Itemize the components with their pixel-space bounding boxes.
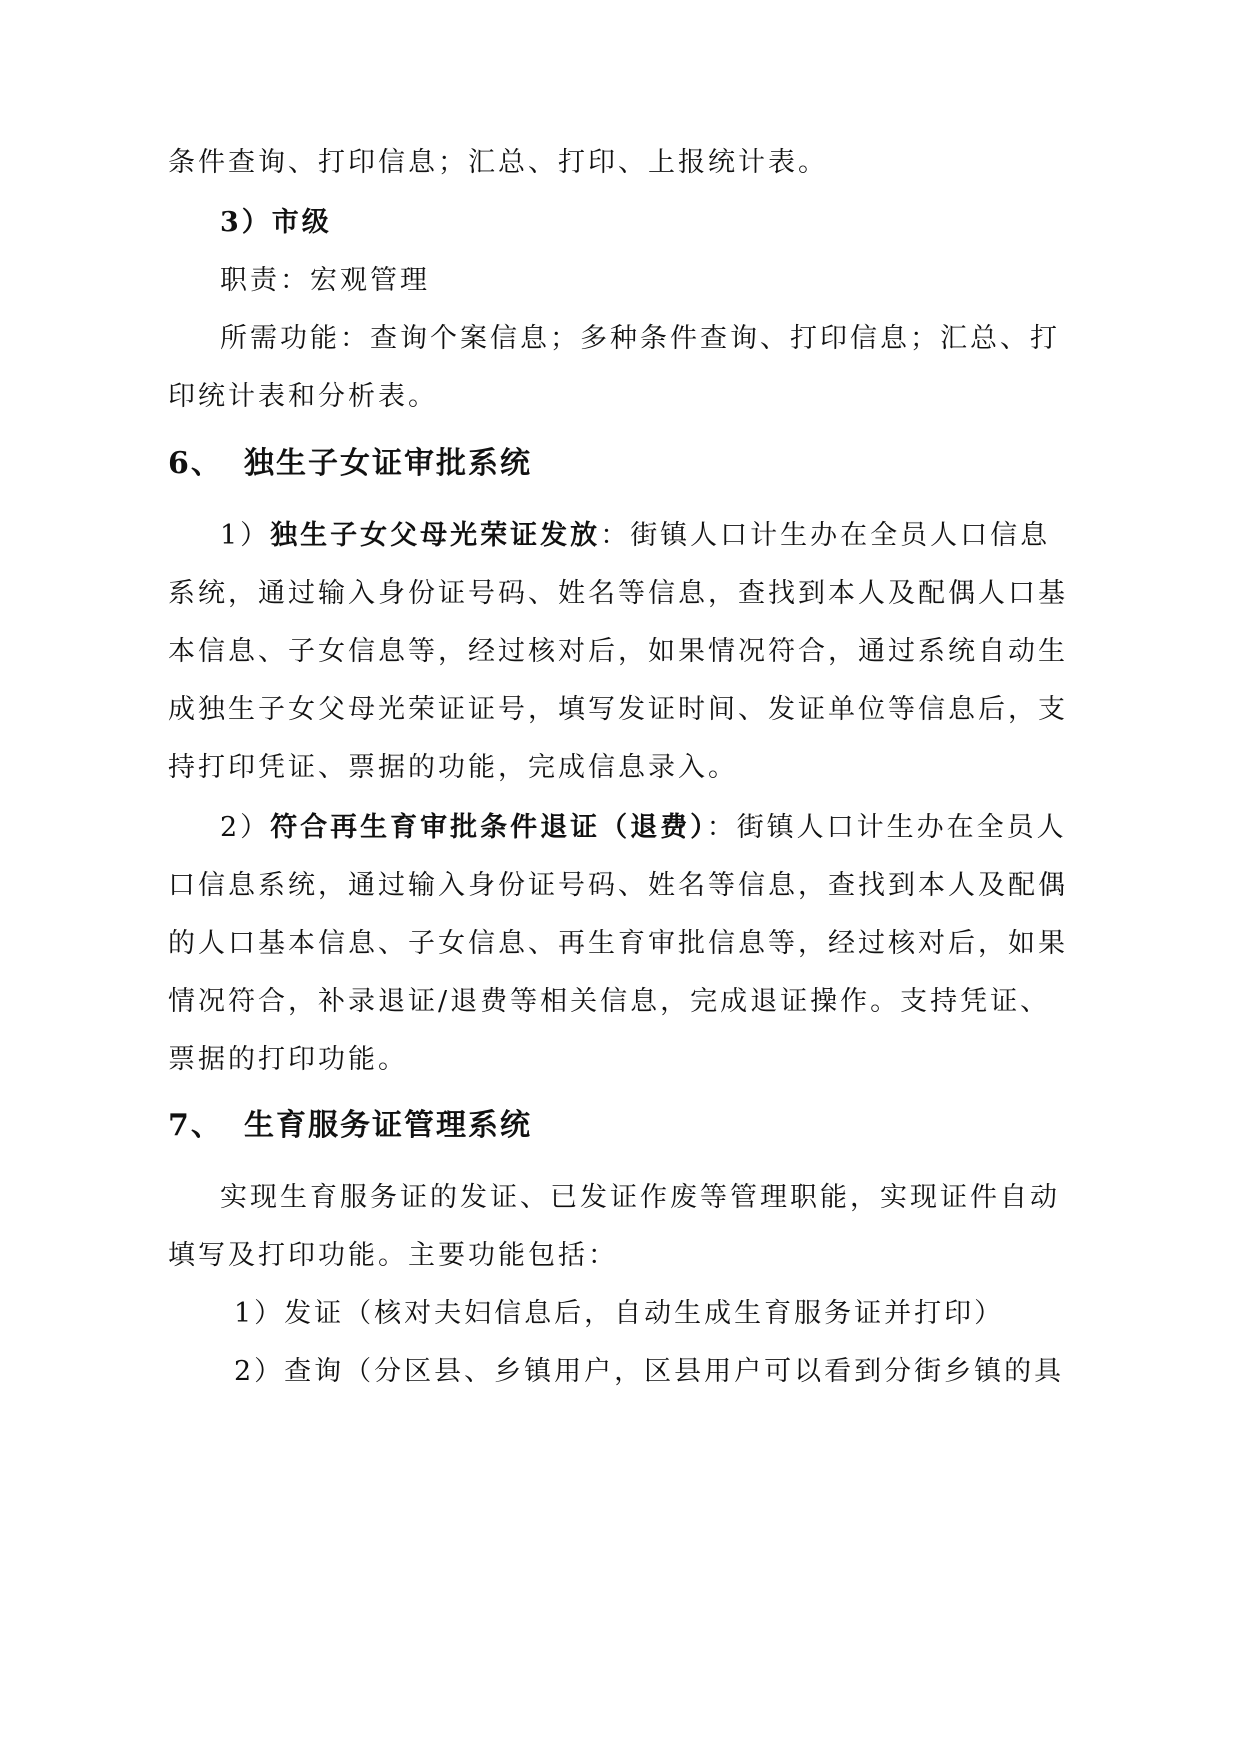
list-item: 1）发证（核对夫妇信息后，自动生成生育服务证并打印） — [234, 1298, 1005, 1329]
functions-line: 所需功能：查询个案信息；多种条件查询、打印信息；汇总、打 — [220, 323, 1060, 354]
item-separator: ： — [600, 520, 631, 551]
paragraph-line: 成独生子女父母光荣证证号，填写发证时间、发证单位等信息后，支 — [168, 694, 1068, 725]
functions-line: 印统计表和分析表。 — [168, 381, 438, 412]
section-title: 独生子女证审批系统 — [244, 446, 532, 481]
item-text: 街镇人口计生办在全员人 — [736, 812, 1067, 843]
item-prefix: 2） — [220, 812, 271, 843]
paragraph-line: 的人口基本信息、子女信息、再生育审批信息等，经过核对后，如果 — [168, 928, 1068, 959]
paragraph-line: 情况符合，补录退证/退费等相关信息，完成退证操作。支持凭证、 — [168, 986, 1051, 1017]
paragraph-line: 口信息系统，通过输入身份证号码、姓名等信息，查找到本人及配偶 — [168, 870, 1068, 901]
section-heading-6 — [168, 446, 532, 482]
paragraph-line: 持打印凭证、票据的功能，完成信息录入。 — [168, 752, 738, 783]
paragraph-line: 系统，通过输入身份证号码、姓名等信息，查找到本人及配偶人口基 — [168, 578, 1068, 609]
item-label: 独生子女父母光荣证发放 — [270, 520, 601, 551]
item-1-first-line — [220, 518, 1050, 554]
item-label: 符合再生育审批条件退证（退费） — [270, 812, 707, 843]
list-item: 2）查询（分区县、乡镇用户，区县用户可以看到分街乡镇的具 — [234, 1356, 1065, 1387]
item-separator: ： — [706, 812, 737, 843]
item-2-first-line — [220, 810, 1067, 846]
duty-line: 职责：宏观管理 — [220, 265, 430, 296]
section-number: 6、 — [168, 446, 223, 481]
section-heading-7 — [168, 1108, 532, 1144]
section-number: 7、 — [168, 1108, 223, 1143]
item-prefix: 1） — [220, 520, 271, 551]
paragraph-line: 条件查询、打印信息；汇总、打印、上报统计表。 — [168, 147, 828, 178]
paragraph-line: 实现生育服务证的发证、已发证作废等管理职能，实现证件自动 — [220, 1182, 1060, 1213]
paragraph-line: 本信息、子女信息等，经过核对后，如果情况符合，通过系统自动生 — [168, 636, 1068, 667]
subheading-city-level: 3）市级 — [220, 207, 332, 238]
section-title: 生育服务证管理系统 — [244, 1108, 532, 1143]
paragraph-line: 填写及打印功能。主要功能包括： — [168, 1240, 618, 1271]
paragraph-line: 票据的打印功能。 — [168, 1044, 408, 1075]
item-text: 街镇人口计生办在全员人口信息 — [630, 520, 1051, 551]
